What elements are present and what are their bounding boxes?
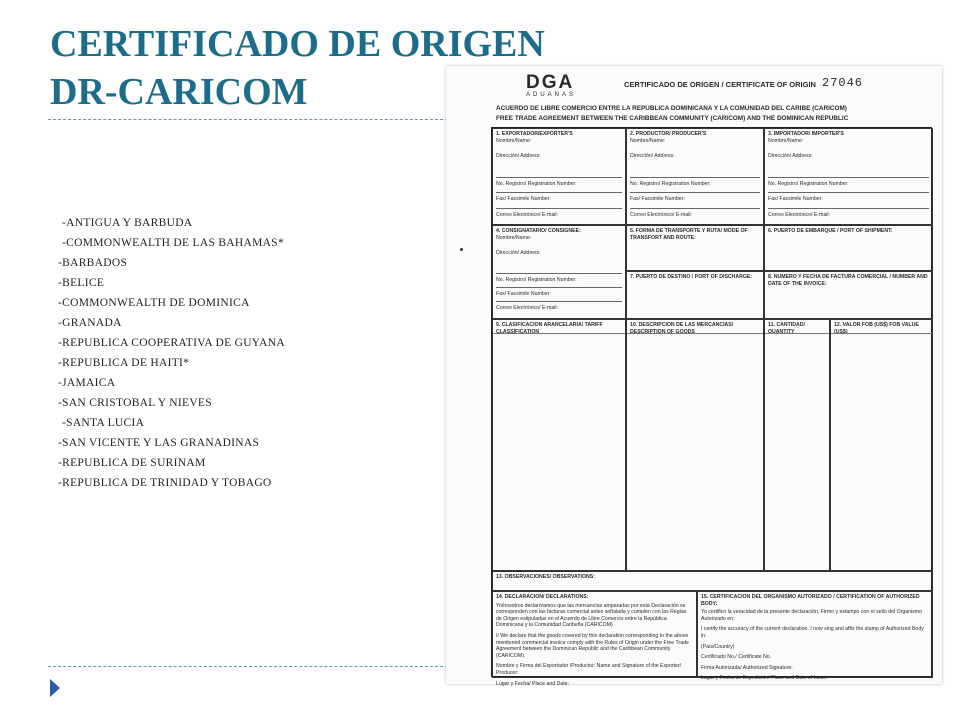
field-label: Fax/ Facsimile Number: bbox=[496, 196, 551, 202]
box-port-shipment bbox=[764, 225, 933, 271]
certification-es: Yo certifico la veracidad de la presente declaración. Firmo y estampo con el sello del Organismo Autorizado en: bbox=[701, 609, 922, 622]
field-label: Fax/ Facsimile Number: bbox=[630, 196, 685, 202]
box-label: 3. IMPORTADOR/ IMPORTER'S bbox=[768, 131, 844, 137]
list-item: -SAN CRISTOBAL Y NIEVES bbox=[58, 397, 212, 409]
field-label: No. Registro/ Registration Number: bbox=[768, 181, 849, 187]
box-label: 2. PRODUCTOR/ PRODUCER'S bbox=[630, 131, 707, 137]
field-line bbox=[630, 177, 760, 178]
box-invoice bbox=[764, 271, 933, 319]
place-date-label: Lugar y Fecha/ Place and Date: bbox=[496, 680, 569, 687]
title-line-2: DR-CARICOM bbox=[50, 71, 308, 113]
certificate-grid bbox=[491, 127, 932, 687]
field-label: Nombre/Name: bbox=[496, 138, 532, 144]
field-label: Nombre/Name: bbox=[496, 235, 532, 241]
field-line bbox=[768, 192, 929, 193]
logo-text: ADUANAS bbox=[526, 92, 577, 98]
list-item: -REPUBLICA DE HAITI* bbox=[58, 357, 190, 369]
bottom-divider bbox=[48, 666, 448, 667]
field-line bbox=[496, 208, 622, 209]
field-label: Fax/ Facsimile Number: bbox=[768, 196, 823, 202]
field-line bbox=[496, 301, 622, 302]
field-line bbox=[496, 273, 622, 274]
certification-en: I certify the accuracy of the current declaration. I now sing and affix the stamp of Authorized Body in: bbox=[701, 626, 924, 639]
list-item: -ANTIGUA Y BARBUDA bbox=[62, 217, 193, 229]
box-label: 10. DESCRIPCION DE LAS MERCANCIAS/ DESCRIPTION OF GOODS bbox=[630, 322, 734, 335]
box-label: 5. FORMA DE TRANSPORTE Y RUTA/ MODE OF TRANSFORT AND ROUTE: bbox=[630, 228, 748, 241]
certificate-number: 27046 bbox=[822, 76, 864, 90]
list-item: -BARBADOS bbox=[58, 257, 128, 269]
field-label: Dirección/ Address: bbox=[768, 153, 813, 159]
field-line bbox=[630, 208, 760, 209]
field-label: Dirección/ Address: bbox=[630, 153, 675, 159]
field-label: No. Registro/ Registration Number: bbox=[496, 181, 577, 187]
header-rule bbox=[765, 333, 829, 334]
field-label: Nombre/Name: bbox=[630, 138, 666, 144]
field-label: Nombre/Name: bbox=[768, 138, 804, 144]
list-item: -SANTA LUCIA bbox=[62, 417, 145, 429]
list-item: -COMMONWEALTH DE LAS BAHAMAS* bbox=[62, 237, 284, 249]
box-label: 8. NUMERO Y FECHA DE FACTURA COMERCIAL / NUMBER AND DATE OF THE INVOICE: bbox=[768, 274, 928, 287]
box-label: 7. PUERTO DE DESTINO / PORT OF DISCHARGE: bbox=[630, 274, 753, 280]
field-line bbox=[630, 192, 760, 193]
field-label: Dirección/ Address: bbox=[496, 250, 541, 256]
field-line bbox=[496, 177, 622, 178]
box-observations bbox=[492, 571, 933, 591]
box-tariff bbox=[492, 319, 626, 571]
box-certification bbox=[697, 591, 933, 682]
box-label: 4. CONSIGNATARIO/ CONSIGNEE: bbox=[496, 228, 581, 234]
list-item: -REPUBLICA DE TRINIDAD Y TOBAGO bbox=[58, 477, 272, 489]
box-importer bbox=[764, 128, 933, 225]
header-rule bbox=[831, 333, 932, 334]
field-label: No. Registro/ Registration Number: bbox=[630, 181, 711, 187]
box-label: 11. CANTIDAD/ QUANTITY bbox=[768, 322, 805, 335]
issue-place-date-label: Lugar y Fecha de Expedición/ Place and Date of Issue: bbox=[701, 675, 828, 682]
scan-mark bbox=[460, 248, 463, 251]
box-transport bbox=[626, 225, 764, 271]
certificate-image bbox=[446, 66, 942, 687]
country-label: (País/Country) bbox=[701, 643, 735, 650]
list-item: -JAMAICA bbox=[58, 377, 116, 389]
authorized-signature-label: Firma Autorizada/ Authorized Signature: bbox=[701, 664, 793, 671]
header-rule bbox=[627, 333, 763, 334]
top-divider bbox=[48, 119, 448, 120]
box-consignee bbox=[492, 225, 626, 319]
country-list bbox=[58, 213, 285, 493]
list-item: -REPUBLICA COOPERATIVA DE GUYANA bbox=[58, 337, 285, 349]
list-item: -REPUBLICA DE SURINAM bbox=[58, 457, 206, 469]
declaration-en: I/ We declare that the goods covered by this declaration corresponding to the above mentioned commercial invoice comply with the Rules of Origin under the Free Trade Agreement between the Dominican Republic and the Caribbean Community (CARICOM). bbox=[496, 632, 689, 659]
box-quantity bbox=[764, 319, 830, 571]
box-label: 13. OBSERVACIONES/ OBSERVATIONS: bbox=[496, 574, 595, 580]
bullet-arrow-icon bbox=[50, 679, 60, 697]
box-description bbox=[626, 319, 764, 571]
box-label: 15. CERTIFICACION DEL ORGANISMO AUTORIZADO / CERTIFICATION OF AUTHORIZED BODY: bbox=[701, 594, 920, 607]
agreement-en: FREE TRADE AGREEMENT BETWEEN THE CARIBBEAN COMMUNITY (CARICOM) AND THE DOMINICAN REPUBLIC bbox=[496, 115, 849, 122]
field-line bbox=[768, 177, 929, 178]
certificate-heading: CERTIFICADO DE ORIGEN / CERTIFICATE OF ORIGIN bbox=[624, 80, 816, 89]
box-label: 6. PUERTO DE EMBARQUE / PORT OF SHIPMENT: bbox=[768, 228, 893, 234]
agreement-heading bbox=[496, 104, 936, 124]
field-line bbox=[768, 208, 929, 209]
box-port-discharge bbox=[626, 271, 764, 319]
field-label: Correo Electrónico/ E-mail: bbox=[496, 212, 558, 218]
box-label: 14. DECLARACION/ DECLARATIONS: bbox=[496, 594, 589, 600]
list-item: -COMMONWEALTH DE DOMINICA bbox=[58, 297, 250, 309]
box-declarations bbox=[492, 591, 697, 687]
dga-logo bbox=[526, 72, 590, 98]
exporter-signature-label: Nombre y Firma del Exportador /Productor: Name and Signature of the Exporter/ Producer: bbox=[496, 663, 682, 676]
box-fob-value bbox=[830, 319, 933, 571]
field-label: Correo Electrónico/ E-mail: bbox=[496, 305, 558, 311]
box-label: 12. VALOR FOB (US$) FOB VALUE (US$) bbox=[834, 322, 919, 335]
field-label: Correo Electrónico/ E-mail: bbox=[630, 212, 692, 218]
field-line bbox=[496, 287, 622, 288]
title-line-1: CERTIFICADO DE ORIGEN bbox=[50, 23, 545, 65]
list-item: -GRANADA bbox=[58, 317, 122, 329]
logo-mark: DGA bbox=[526, 72, 575, 93]
box-label: 1. EXPORTADOR/EXPORTER'S bbox=[496, 131, 573, 137]
box-exporter bbox=[492, 128, 626, 225]
list-item: -BELICE bbox=[58, 277, 105, 289]
field-label: No. Registro/ Registration Number: bbox=[496, 277, 577, 283]
box-label: 9. CLASIFICACION ARANCELARIA/ TARIFF CLASSIFICATION bbox=[496, 322, 603, 335]
list-item: -SAN VICENTE Y LAS GRANADINAS bbox=[58, 437, 260, 449]
agreement-es: ACUERDO DE LIBRE COMERCIO ENTRE LA REPUBLICA DOMINICANA Y LA COMUNIDAD DEL CARIBE (CARICOM) bbox=[496, 105, 847, 112]
certificate-no-label: Certificado No./ Certificate No. bbox=[701, 654, 772, 661]
field-label: Dirección/ Address: bbox=[496, 153, 541, 159]
field-label: Fax/ Facsimile Number: bbox=[496, 291, 551, 297]
field-label: Correo Electrónico/ E-mail: bbox=[768, 212, 830, 218]
field-line bbox=[496, 192, 622, 193]
box-producer bbox=[626, 128, 764, 225]
header-rule bbox=[493, 333, 625, 334]
declaration-es: Yo/nosotros declaro/amos que las mercancías amparadas por esta Declaración se corresponden con las facturas comercial antes señalada y cumplen con las Reglas de Origen estipuladas en el Acuerdo de Libre Comercio entre la República Dominicana y la Comunidad Caribeña (CARICOM) bbox=[496, 602, 687, 629]
